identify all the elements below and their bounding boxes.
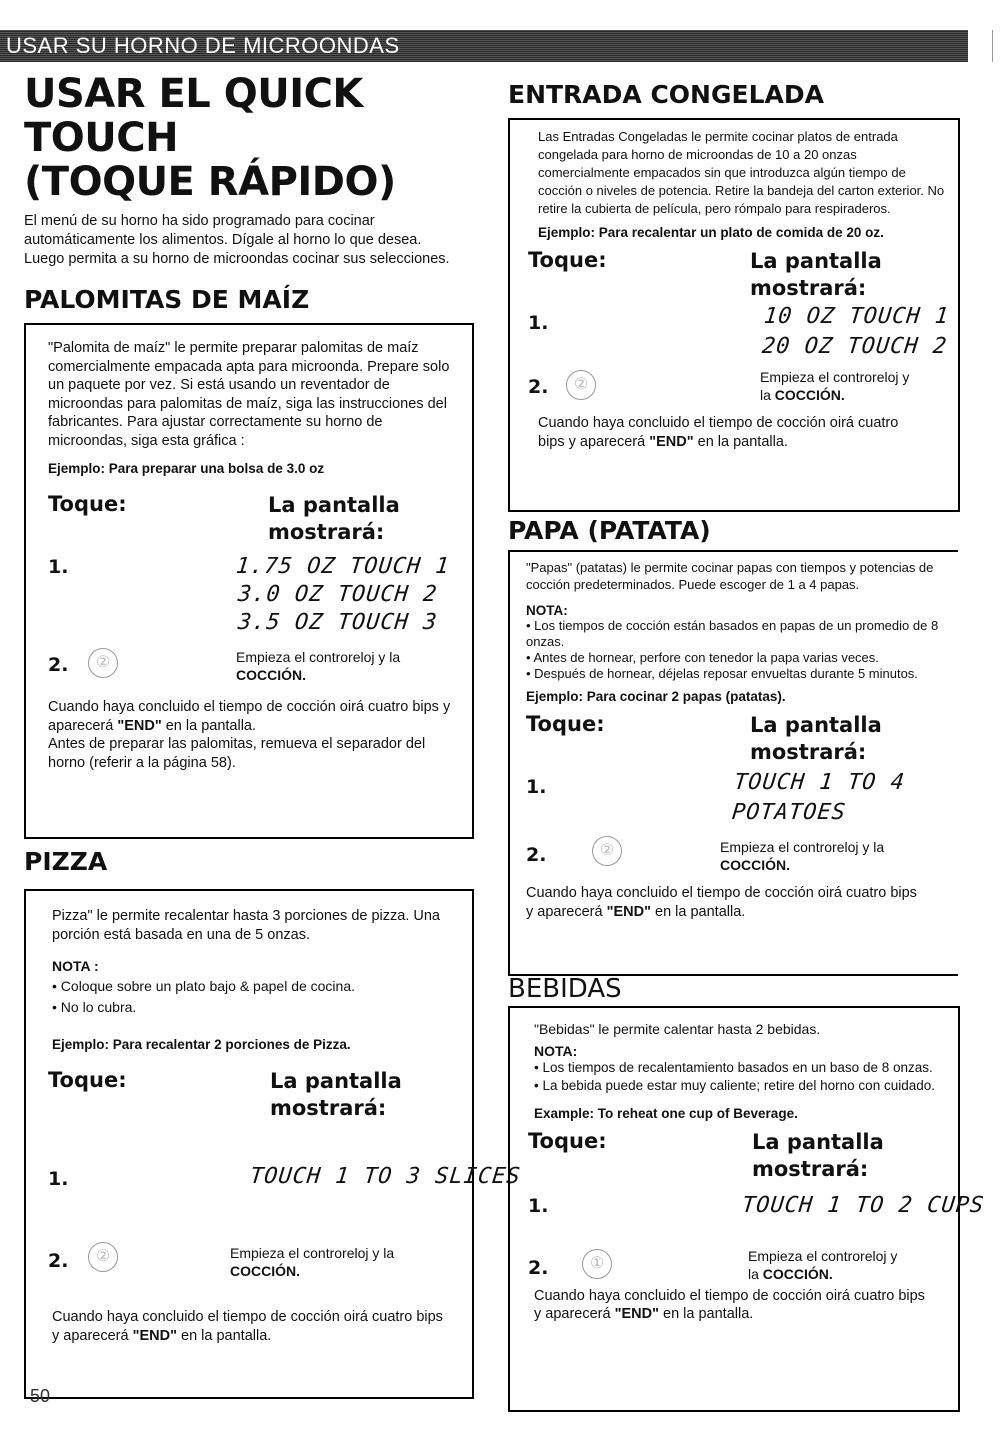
intro-text: El menú de su horno ha sido programado para cocinar automáticamente los alimentos. Dígale al horno lo que desea. Luego permita a su horno de microondas cocinar sus selecciones. [24,213,450,267]
congelada-step2-number: 2. [528,376,549,398]
palomitas-pantalla-label [268,492,400,546]
pizza-pantalla-line2: mostrará: [270,1096,387,1120]
papa-body: "Papas" (patatas) le permite cocinar papas con tiempos y potencias de cocción predeterminados. Puede escoger de 1 a 4 papas. [526,560,934,592]
palomitas-lcd-2: 3.0 OZ TOUCH 2 [236,582,439,607]
congelada-coccion-pre: la [760,387,775,403]
papa-pantalla-line1: La pantalla [750,713,882,737]
papa-empieza: Empieza el controreloj y la [720,839,885,855]
pizza-title: PIZZA [24,847,108,876]
bebidas-step1 [528,1192,986,1247]
papa-step2-text [720,838,940,874]
start-pad-icon: ② [88,648,118,678]
bebidas-done-text [534,1287,934,1324]
pizza-nota-item: • No lo cubra. [52,997,468,1018]
bebidas-nota-item: • Los tiempos de recalentamiento basados en un baso de 8 onzas. [534,1059,950,1077]
papa-step2-number: 2. [526,844,547,866]
palomitas-step2-text [236,648,456,684]
papa-step1-number: 1. [526,776,547,798]
pizza-ejemplo: Ejemplo: Para recalentar 2 porciones de Pizza. [52,1037,351,1052]
pizza-step1 [48,1160,522,1240]
bebidas-step2 [528,1247,950,1287]
pizza-lcd-1: TOUCH 1 TO 3 SLICES [248,1164,522,1189]
papa-lcd-2: POTATOES [730,800,848,825]
pizza-nota: NOTA : [52,958,99,974]
bebidas-done-2: en la pantalla. [658,1306,754,1322]
pizza-body: Pizza" le permite recalentar hasta 3 porciones de pizza. Una porción está basada en una de 5 onzas. [52,908,440,943]
palomitas-ejemplo: Ejemplo: Para preparar una bolsa de 3.0 oz [48,461,325,476]
congelada-title: ENTRADA CONGELADA [508,80,824,109]
bebidas-step2-text [748,1247,948,1283]
congelada-pantalla-label [750,248,882,302]
papa-box [508,550,958,976]
bebidas-step1-number: 1. [528,1194,549,1217]
bebidas-nota-item: • La bebida puede estar muy caliente; retire del horno con cuidado. [534,1077,950,1095]
papa-nota-item: • Los tiempos de cocción están basados en papas de un promedio de 8 onzas. [526,618,954,650]
congelada-step1-number: 1. [528,312,549,334]
page-header-title: USAR SU HORNO DE MICROONDAS [6,33,400,58]
congelada-table-header [528,248,950,304]
palomitas-coccion: COCCIÓN. [236,667,306,683]
palomitas-empieza: Empieza el controreloj y la [236,649,401,665]
congelada-coccion: COCCIÓN. [774,387,845,403]
start-pad-icon: ② [592,836,622,866]
palomitas-table-header [48,492,452,554]
papa-done-1: Cuando haya concluido el tiempo de cocción oirá cuatro bips y aparecerá [526,885,917,920]
bebidas-nota-list [534,1059,950,1095]
pizza-step2 [48,1240,468,1302]
congelada-box [508,118,960,512]
bebidas-lcd-1: TOUCH 1 TO 2 CUPS [740,1192,986,1218]
palomitas-done-2: en la pantalla. [161,717,257,734]
papa-nota-item: • Después de hornear, déjelas reposar envueltas durante 5 minutos. [526,666,954,682]
papa-title: PAPA (PATATA) [508,516,711,545]
left-column [24,66,522,1399]
bebidas-coccion: COCCIÓN. [762,1265,833,1282]
papa-nota-item: • Antes de hornear, perfore con tenedor la papa varias veces. [526,650,954,666]
bebidas-title: BEBIDAS [508,974,622,1004]
header-edge-mark [992,30,993,62]
bebidas-empieza: Empieza el controreloj y [748,1247,898,1264]
bebidas-end: "END" [614,1306,659,1322]
bebidas-nota: NOTA: [534,1042,578,1059]
pizza-pantalla-line1: La pantalla [270,1069,402,1093]
start-pad-icon: ① [582,1249,612,1279]
congelada-ejemplo: Ejemplo: Para recalentar un plato de comida de 20 oz. [538,225,884,240]
palomitas-step1-number: 1. [48,556,69,578]
papa-lcd-1: TOUCH 1 TO 4 [732,770,907,795]
congelada-pantalla-line2: mostrará: [750,276,867,300]
palomitas-end: "END" [117,717,162,734]
papa-table-header [526,712,954,768]
congelada-step2 [528,368,950,414]
palomitas-step2-number: 2. [48,654,69,676]
palomitas-pantalla-line2: mostrará: [268,520,385,544]
papa-done-2: en la pantalla. [650,903,746,920]
pizza-toque-label: Toque: [48,1068,127,1092]
papa-step2 [526,834,954,884]
palomitas-done-text [48,698,452,735]
palomitas-pantalla-line1: La pantalla [268,493,400,517]
palomitas-title: PALOMITAS DE MAÍZ [24,285,310,314]
papa-pantalla-line2: mostrará: [750,740,867,764]
pizza-step2-text [230,1244,460,1280]
papa-toque-label: Toque: [526,712,605,736]
congelada-step2-text [760,368,960,404]
bebidas-table-header [528,1127,950,1185]
congelada-lcd-1: 10 OZ TOUCH 1 [762,304,951,329]
pizza-nota-item: • Coloque sobre un plato bajo & papel de cocina. [52,976,468,997]
bebidas-box [508,1006,986,1412]
pizza-done-2: en la pantalla. [176,1327,272,1344]
papa-ejemplo: Ejemplo: Para cocinar 2 papas (patatas). [526,689,786,704]
papa-pantalla-label [750,712,882,766]
bebidas-body: "Bebidas" le permite calentar hasta 2 bebidas. [534,1021,821,1037]
pizza-done-1: Cuando haya concluido el tiempo de cocción oirá cuatro bips y aparecerá [52,1309,443,1344]
papa-coccion: COCCIÓN. [720,857,790,873]
palomitas-body: "Palomita de maíz" le permite preparar palomitas de maíz comercialmente empacada apta para microonda. Prepare solo un paquete por vez. Si está usando un reventador de microondas para palomitas de maíz, siga las instrucciones del fabricantes. Para ajustar correctamente su horno de microondas, siga esta gráfica : [48,340,450,449]
papa-nota: NOTA: [526,603,568,618]
papa-step1 [526,770,954,830]
palomitas-toque-label: Toque: [48,492,127,516]
pizza-table-header [48,1068,468,1160]
pizza-end: "END" [132,1327,177,1344]
palomitas-lcd-3: 3.5 OZ TOUCH 3 [236,610,439,635]
congelada-body: Las Entradas Congeladas le permite cocinar platos de entrada congelada para horno de microondas de 10 a 20 onzas comercialmente empacados sin que introduzca algún tiempo de cocción o niveles de potencia. Retire la bandeja del carton exterior. No retire la cubierta de película, pero rómpalo para respiraderos. [538,129,945,216]
congelada-pantalla-line1: La pantalla [750,249,882,273]
papa-end: "END" [606,903,651,920]
bebidas-pantalla-line2: mostrará: [752,1156,869,1181]
bebidas-done-1: Cuando haya concluido el tiempo de cocción oirá cuatro bips y aparecerá [534,1287,925,1322]
page-number: 50 [30,1386,51,1406]
palomitas-step1 [48,554,452,640]
palomitas-antes-text: Antes de preparar las palomitas, remueva el separador del horno (referir a la página 58). [48,736,426,771]
congelada-step1 [528,304,951,364]
pizza-pantalla-label [270,1068,402,1122]
bebidas-step2-number: 2. [528,1256,549,1279]
pizza-nota-list [52,976,468,1018]
congelada-done-1: Cuando haya concluido el tiempo de cocción oirá cuatro bips y aparecerá [538,415,899,450]
page-header-bar [0,30,968,62]
pizza-done-text [52,1308,452,1345]
pizza-step1-number: 1. [48,1168,69,1190]
congelada-lcd-2: 20 OZ TOUCH 2 [760,334,949,359]
start-pad-icon: ② [88,1242,118,1272]
right-column [508,66,986,1412]
congelada-end: "END" [649,433,694,450]
pizza-step2-number: 2. [48,1250,69,1272]
bebidas-pantalla-line1: La pantalla [752,1129,884,1154]
palomitas-done-1: Cuando haya concluido el tiempo de cocción oirá cuatro bips y aparecerá [48,699,451,734]
bebidas-coccion-pre: la [748,1265,763,1282]
bebidas-pantalla-label [752,1129,884,1183]
palomitas-box [24,323,474,839]
bebidas-ejemplo: Example: To reheat one cup of Beverage. [534,1105,798,1121]
palomitas-lcd-1: 1.75 OZ TOUCH 1 [234,554,452,579]
congelada-done-text [538,414,928,451]
congelada-toque-label: Toque: [528,248,607,272]
pizza-box [24,889,522,1399]
main-title-line2: (TOQUE RÁPIDO) [24,159,396,205]
pizza-coccion: COCCIÓN. [230,1263,300,1279]
main-title-line1: USAR EL QUICK TOUCH [24,71,363,161]
papa-done-text [526,884,926,921]
main-title [24,72,474,204]
bebidas-toque-label: Toque: [528,1128,607,1153]
congelada-done-2: en la pantalla. [693,433,788,450]
palomitas-step2 [48,646,452,698]
pizza-empieza: Empieza el controreloj y la [230,1245,395,1261]
congelada-empieza: Empieza el controreloj y [760,369,910,385]
papa-nota-list [526,618,954,682]
start-pad-icon: ② [566,370,596,400]
